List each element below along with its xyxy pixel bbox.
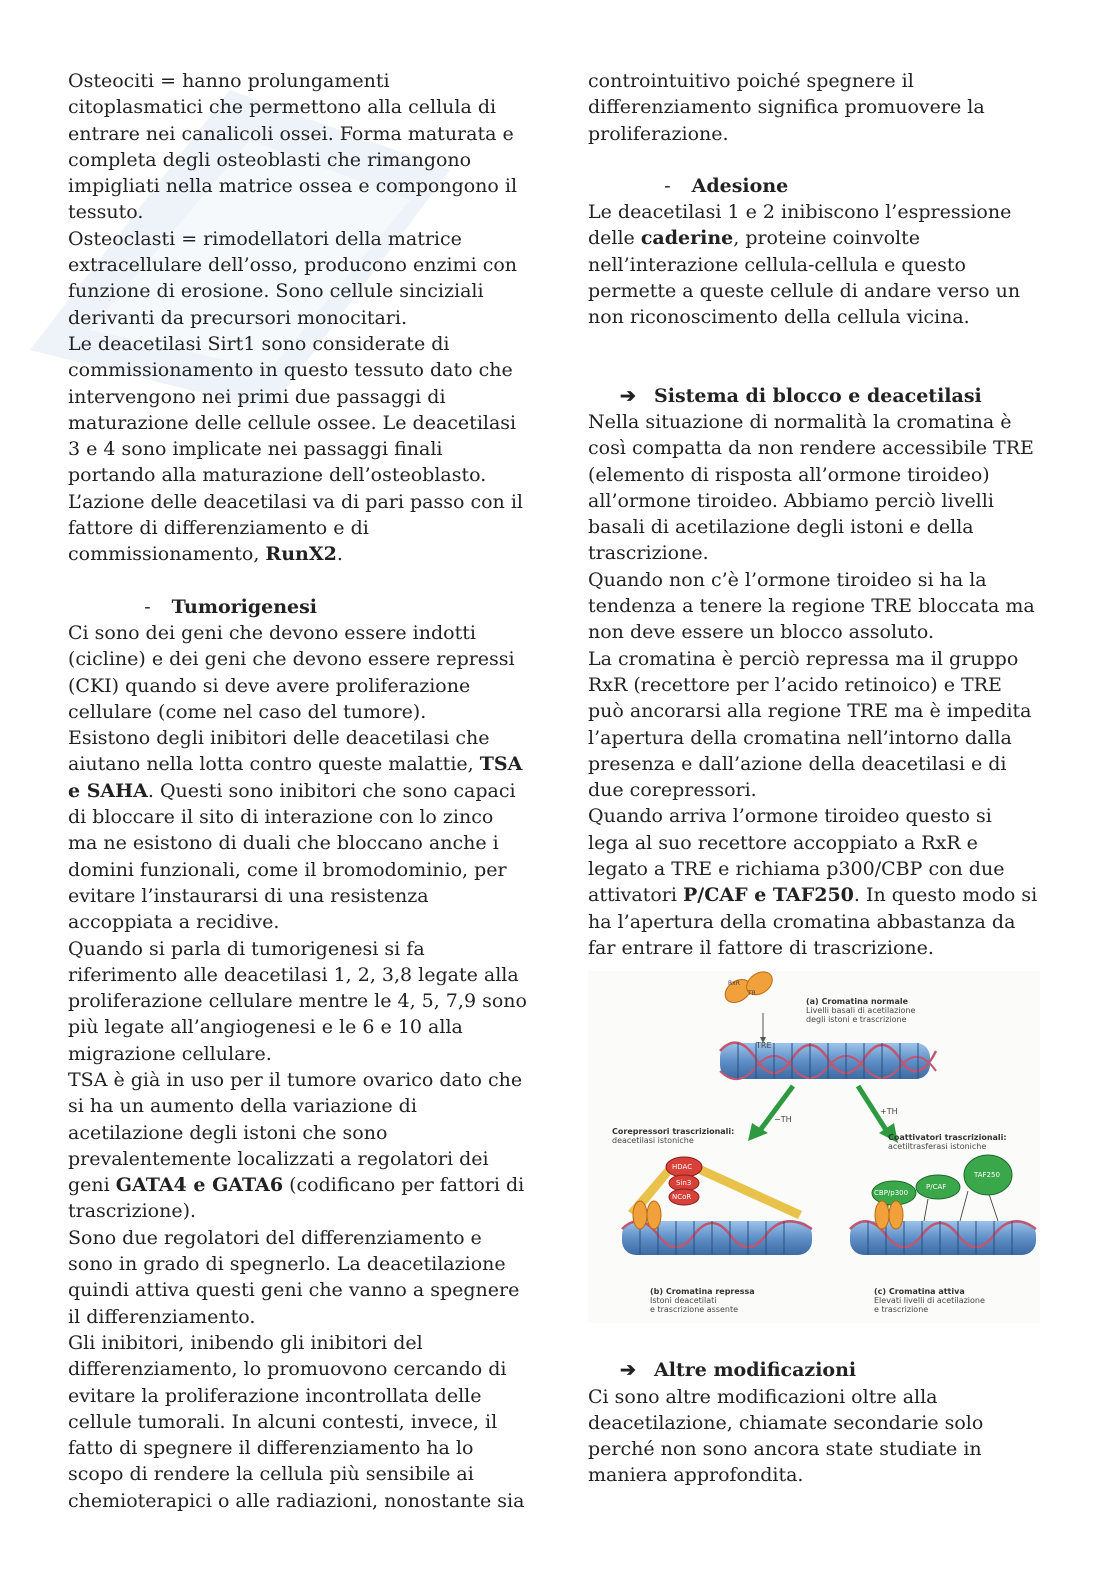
paragraph-sirt1: Le deacetilasi Sirt1 sono considerate di commissionamento in questo tessuto dato che intervengono nei primi due passaggi di maturazione delle cellule ossee. Le deacetilasi 3 e 4 sono implicate nei passaggi finali portando alla maturazione dell’osteoblasto. [68, 332, 517, 487]
paragraph-osteoclasti: Osteoclasti = rimodellatori della matrice extracellulare dell’osso, producono enzimi con funzione di erosione. Sono cellule sinciziali derivanti da precursori monocitari. [68, 227, 518, 329]
arrow-right-icon: ➔ [620, 384, 636, 407]
label-taf: TAF250 [974, 1171, 1000, 1180]
label-text: Elevati livelli di acetilazione [874, 1296, 985, 1306]
paragraph-runx2 [68, 489, 528, 568]
label-coattivatori [888, 1133, 1007, 1151]
label-minus-th: −TH [774, 1115, 792, 1125]
text-span: , proteine coinvolte nell’interazione cellula-cellula e questo permette a queste cellule di andare verso un non riconoscimento della cellula vicina. [588, 227, 1021, 329]
label-title: (c) Cromatina attiva [874, 1287, 965, 1297]
paragraph-controintuitivo: controintuitivo poiché spegnere il differenziamento significa promuovere la proliferazione. [588, 70, 985, 145]
label-plus-th: +TH [880, 1107, 898, 1117]
text-span: L’azione delle deacetilasi va di pari passo con il fattore di differenziamento e di commissionamento, [68, 490, 523, 566]
label-text: Livelli basali di acetilazione [806, 1006, 916, 1016]
label-cbp: CBP/p300 [874, 1189, 909, 1198]
arrow-right-icon: ➔ [620, 1359, 636, 1382]
label-tre: TRE [756, 1041, 772, 1051]
paragraph-ormone-arriva [588, 803, 1038, 961]
label-title: Coattivatori trascrizionali: [888, 1133, 1007, 1143]
text-span: Le deacetilasi 1 e 2 inibiscono l’espressione delle [588, 201, 1012, 250]
arrow-minus-th [748, 1086, 793, 1141]
label-c [874, 1287, 985, 1314]
bold-tsa-saha: TSA e SAHA [68, 753, 523, 802]
paragraph-regolatori: Sono due regolatori del differenziamento e sono in grado di spegnerlo. La deacetilazione quindi attiva questi geni che vanno a spegnere il differenziamento. [68, 1226, 520, 1328]
paragraph-no-ormone: Quando non c’è l’ormone tiroideo si ha la tendenza a tenere la regione TRE bloccata ma non deve essere un blocco assoluto. [588, 568, 1035, 644]
text-span: (codificano per fattori di trascrizione). [68, 1174, 525, 1223]
paragraph-cromatina-repressa: La cromatina è perciò repressa ma il gruppo RxR (recettore per l’acido retinoico) e TRE può ancorarsi alla regione TRE ma è impedita l’apertura della cromatina nell’intorno dalla presenza e dall’azione della deacetilasi e di due corepressori. [588, 647, 1032, 802]
paragraph-normalita: Nella situazione di normalità la cromatina è così compatta da non rendere accessibile TRE (elemento di risposta all’ormone tiroideo) all’ormone tiroideo. Abbiamo perciò livelli basali di acetilazione degli istoni e della trascrizione. [588, 410, 1034, 565]
right-column [588, 68, 1038, 1489]
paragraph-inibitori-differenziamento: Gli inibitori, inibendo gli inibitori del differenziamento, lo promuovono cercando di evitare la proliferazione incontrollata delle cellule tumorali. In alcuni contesti, invece, il fatto di spegnere il differenziamento ha lo scopo di rendere la cellula più sensibile ai chemioterapici o alle radiazioni, nonostante sia [68, 1331, 525, 1512]
text-span: Quando arriva l’ormone tiroideo questo si lega al suo recettore accoppiato a RxR e legato a TRE e richiama p300/CBP con due attivatori [588, 805, 1005, 907]
dash-bullet: - [144, 595, 151, 618]
label-title: (b) Cromatina repressa [650, 1287, 755, 1297]
label-ncor: NCoR [672, 1193, 692, 1202]
label-corepressori [612, 1127, 734, 1145]
label-pcaf: P/CAF [926, 1183, 947, 1192]
chromatin-figure [588, 971, 1040, 1323]
paragraph-caderine [588, 199, 1038, 330]
heading-adesione [588, 173, 1038, 199]
bold-caderine: caderine [640, 227, 734, 250]
label-text: deacetilasi istoniche [612, 1136, 694, 1146]
label-hdac: HDAC [672, 1163, 693, 1172]
paragraph-osteociti: Osteociti = hanno prolungamenti citoplasmatici che permettono alla cellula di entrare nei canalicoli ossei. Forma maturata e completa degli osteoblasti che rimangono impigliati nella matrice ossea e compongono il tessuto. [68, 70, 518, 224]
label-text: acetiltrasferasi istoniche [888, 1142, 987, 1152]
label-text: Istoni deacetilati [650, 1296, 717, 1306]
dash-bullet: - [664, 174, 671, 197]
text-span: . [336, 543, 343, 566]
heading-text: Adesione [691, 174, 789, 197]
label-text: e trascrizione [874, 1305, 929, 1315]
paragraph-altre: Ci sono altre modificazioni oltre alla deacetilazione, chiamate secondarie solo perché non sono ancora state studiate in maniera approfondita. [588, 1385, 984, 1487]
heading-altre-modificazioni [588, 1357, 1038, 1383]
label-a [806, 997, 915, 1024]
heading-sistema-blocco [588, 383, 1038, 409]
text-span: . Questi sono inibitori che sono capaci di bloccare il sito di interazione con lo zinco ma ne esistono di duali che bloccano anche i domini funzionali, come il bromodominio, per evitare l’instaurarsi di una resistenza accoppiata a recidive. [68, 779, 516, 934]
paragraph-cicline: Ci sono dei geni che devono essere indotti (cicline) e dei geni che devono essere repressi (CKI) quando si deve avere proliferazione cellulare (come nel caso del tumore). [68, 621, 515, 723]
label-text: e trascrizione assente [650, 1305, 739, 1315]
label-title: (a) Cromatina normale [806, 997, 909, 1007]
chromatin-fiber-normal [720, 1043, 936, 1079]
paragraph-tsa [68, 1067, 528, 1225]
left-column [68, 68, 528, 1514]
heading-text: Altre modificazioni [654, 1359, 857, 1382]
label-sin3: Sin3 [676, 1179, 692, 1188]
bold-gata: GATA4 e GATA6 [115, 1174, 284, 1197]
text-span: TSA è già in uso per il tumore ovarico dato che si ha un aumento della variazione di acetilazione degli istoni che sono prevalentemente localizzati a regolatori dei geni [68, 1068, 523, 1197]
label-b [650, 1287, 755, 1314]
heading-text: Sistema di blocco e deacetilasi [654, 384, 982, 407]
text-span: . In questo modo si ha l’apertura della cromatina abbastanza da far entrare il fattore di trascrizione. [588, 884, 1038, 959]
paragraph-inibitori [68, 725, 528, 935]
bold-pcaf-taf: P/CAF e TAF250 [683, 884, 854, 907]
bold-runx2: RunX2 [265, 543, 337, 566]
label-title: Corepressori trascrizionali: [612, 1127, 735, 1137]
heading-text: Tumorigenesi [171, 595, 318, 618]
label-tr: TR [748, 990, 756, 998]
text-span: Esistono degli inibitori delle deacetilasi che aiutano nella lotta contro queste malattie, [68, 727, 490, 776]
label-text: degli istoni e trascrizione [806, 1015, 907, 1025]
heading-tumorigenesi [68, 594, 528, 620]
label-rxr: RxR [728, 980, 740, 988]
paragraph-deacetilasi-tumori: Quando si parla di tumorigenesi si fa riferimento alle deacetilasi 1, 2, 3,8 legate alla proliferazione cellulare mentre le 4, 5, 7,9 sono più legate all’angiogenesi e le 6 e 10 alla migrazione cellulare. [68, 937, 527, 1065]
